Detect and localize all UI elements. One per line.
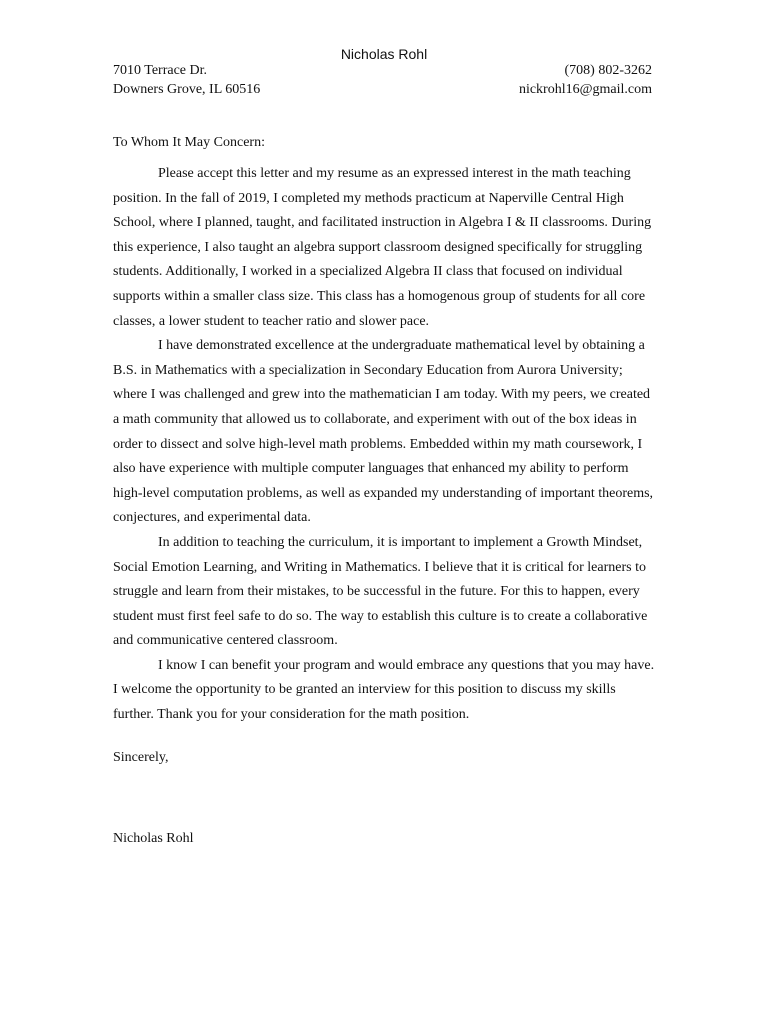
address-line-1: 7010 Terrace Dr. — [113, 63, 208, 78]
email-address: nickrohl16@gmail.com — [518, 82, 652, 97]
closing: Sincerely, — [113, 750, 169, 765]
salutation: To Whom It May Concern: — [113, 135, 265, 150]
letter-body — [113, 162, 655, 728]
phone-number: (708) 802-3262 — [564, 63, 652, 78]
contact-row-2 — [113, 81, 652, 99]
body-paragraph-2: I have demonstrated excellence at the undergraduate mathematical level by obtaining a B.S. in Mathematics with a specialization in Secondary Education from Aurora University; where I was challenged and grew into the mathematician I am today. With my peers, we created a math community that allowed us to collaborate, and experiment with out of the box ideas in order to dissect and solve high-level math problems. Embedded within my math coursework, I also have experience with multiple computer languages that enhanced my ability to perform high-level computation problems, as well as expanded my understanding of important theorems, conjectures, and experimental data. — [113, 338, 654, 526]
contact-row-1 — [113, 62, 652, 80]
signature-name: Nicholas Rohl — [113, 831, 194, 846]
sender-name-heading: Nicholas Rohl — [340, 46, 428, 62]
body-paragraph-4: I know I can benefit your program and would embrace any questions that you may have. I welcome the opportunity to be granted an interview for this position to discuss my skills further. Thank you for your consideration for the math position. — [113, 657, 655, 723]
body-paragraph-3: In addition to teaching the curriculum, it is important to implement a Growth Mindset, Social Emotion Learning, and Writing in Mathematics. I believe that it is critical for learners to struggle and learn from their mistakes, to be successful in the future. For this to happen, every student must first feel safe to do so. The way to establish this culture is to create a collaborative and communicative centered classroom. — [113, 534, 648, 649]
address-line-2: Downers Grove, IL 60516 — [113, 82, 261, 97]
body-paragraph-1: Please accept this letter and my resume as an expressed interest in the math teaching position. In the fall of 2019, I completed my methods practicum at Naperville Central High School, where I planned, taught, and facilitated instruction in Algebra I & II classrooms. During this experience, I also taught an algebra support classroom designed specifically for struggling students. Additionally, I worked in a specialized Algebra II class that focused on individual supports within a smaller class size. This class has a homogenous group of students for all core classes, a lower student to teacher ratio and slower pace. — [113, 166, 652, 329]
